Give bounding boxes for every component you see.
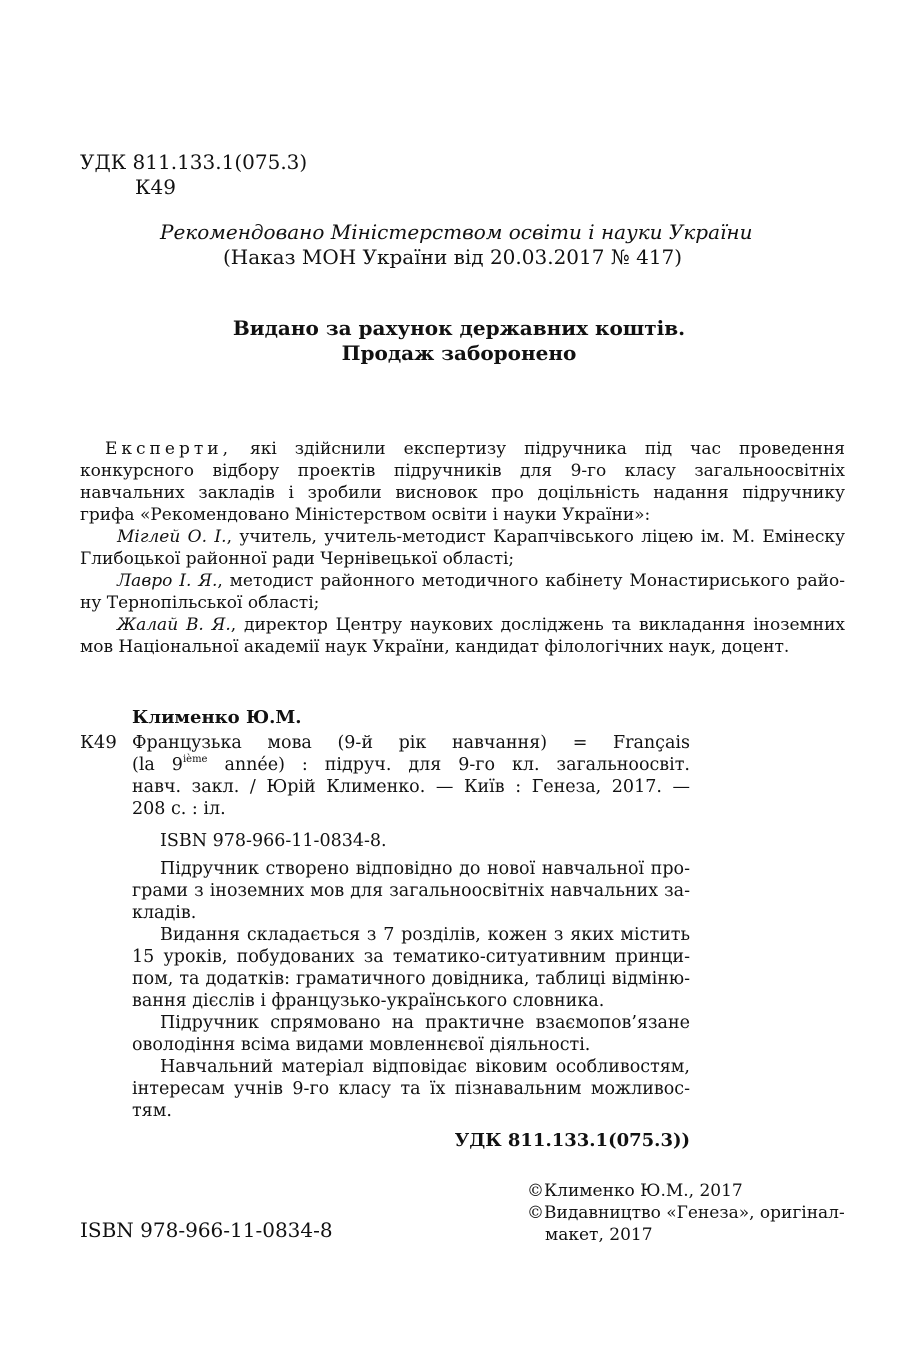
expert-3-name: Жалай В. Я. xyxy=(117,615,231,635)
expert-1-name: Міглей О. І. xyxy=(117,527,227,547)
annotation-line: оволодіння всіма видами мовленнєвої діяльності. xyxy=(132,1035,591,1055)
annotation-line: Підручник спрямовано на практичне взаємопов’язане xyxy=(160,1013,690,1033)
recommendation-line: Рекомендовано Міністерством освіти і науки України xyxy=(160,220,753,244)
order-line: (Наказ МОН України від 20.03.2017 № 417) xyxy=(223,245,683,269)
expert-3-line-1 xyxy=(117,614,845,636)
expert-1-line-1 xyxy=(117,526,845,548)
annotation-line: кладів. xyxy=(132,903,197,923)
funding-line: Видано за рахунок державних коштів. xyxy=(232,316,686,340)
udk-code: УДК 811.133.1(075.3) xyxy=(80,150,308,174)
annotation-line: тям. xyxy=(132,1101,172,1121)
experts-intro-rest: які здійснили експертизу підручника під час проведення xyxy=(249,439,846,459)
catalog-title-sup: ième xyxy=(182,754,208,765)
catalog-title-line-3: навч. закл. / Юрій Клименко. — Київ : Генеза, 2017. — xyxy=(132,777,690,797)
annotation-line: грами з іноземних мов для загальноосвітніх навчальних за- xyxy=(132,881,690,901)
annotation-line: Видання складається з 7 розділів, кожен з яких містить xyxy=(160,925,690,945)
annotation-line: Навчальний матеріал відповідає віковим особливостям, xyxy=(160,1057,690,1077)
expert-1-line-2: Глибоцької районної ради Чернівецької області; xyxy=(80,549,515,569)
experts-intro-line-3: навчальних закладів і зробили висновок про доцільність надання підручнику xyxy=(80,483,845,503)
catalog-title-line-2 xyxy=(132,754,690,776)
footer-isbn: ISBN 978-966-11-0834-8 xyxy=(80,1218,333,1242)
catalog-isbn: ISBN 978-966-11-0834-8. xyxy=(160,831,387,851)
experts-intro-line-2: конкурсного відбору проектів підручників для 9-го класу загальноосвітніх xyxy=(80,461,845,481)
annotation-line: вання дієслів і французько-українського словника. xyxy=(132,991,605,1011)
experts-intro-line xyxy=(105,438,845,460)
copyright-publisher: ©Видавництво «Генеза», оригінал- xyxy=(527,1203,845,1223)
annotation-line: інтересам учнів 9-го класу та їх пізнавальним можливос- xyxy=(132,1079,690,1099)
expert-3-desc: , директор Центру наукових досліджень та викладання іноземних xyxy=(230,615,846,635)
experts-intro-line-4: грифа «Рекомендовано Міністерством освіти і науки України»: xyxy=(80,505,651,525)
sale-prohibited-line: Продаж заборонено xyxy=(341,341,577,365)
experts-word: Експерти, xyxy=(105,439,232,459)
copyright-author: ©Клименко Ю.М., 2017 xyxy=(527,1181,743,1201)
catalog-title-post: année) : підруч. для 9-го кл. загальноосвіт. xyxy=(207,755,690,775)
expert-2-line-1 xyxy=(117,570,845,592)
catalog-title-line-1: Французька мова (9-й рік навчання) = Français xyxy=(132,733,690,753)
copyright-publisher-cont: макет, 2017 xyxy=(545,1225,653,1245)
annotation-line: Підручник створено відповідно до нової навчальної про- xyxy=(160,859,690,879)
catalog-title-line-4: 208 с. : іл. xyxy=(132,799,226,819)
expert-2-desc: , методист районного методичного кабінету Монастириського райо- xyxy=(217,571,845,591)
catalog-author: Клименко Ю.М. xyxy=(132,707,302,728)
expert-1-desc: , учитель, учитель-методист Карапчівського ліцею ім. М. Емінеску xyxy=(226,527,845,547)
catalog-code: К49 xyxy=(80,732,117,753)
expert-2-name: Лавро І. Я. xyxy=(117,571,218,591)
author-mark: К49 xyxy=(135,175,176,199)
annotation-line: 15 уроків, побудованих за тематико-ситуативним принци- xyxy=(132,947,690,967)
catalog-title-pre: (la 9 xyxy=(132,755,183,775)
expert-2-line-2: ну Тернопільської області; xyxy=(80,593,320,613)
catalog-udk: УДК 811.133.1(075.3)) xyxy=(454,1130,690,1151)
annotation-line: пом, та додатків: граматичного довідника, таблиці відміню- xyxy=(132,969,690,989)
expert-3-line-2: мов Національної академії наук України, кандидат філологічних наук, доцент. xyxy=(80,637,790,657)
